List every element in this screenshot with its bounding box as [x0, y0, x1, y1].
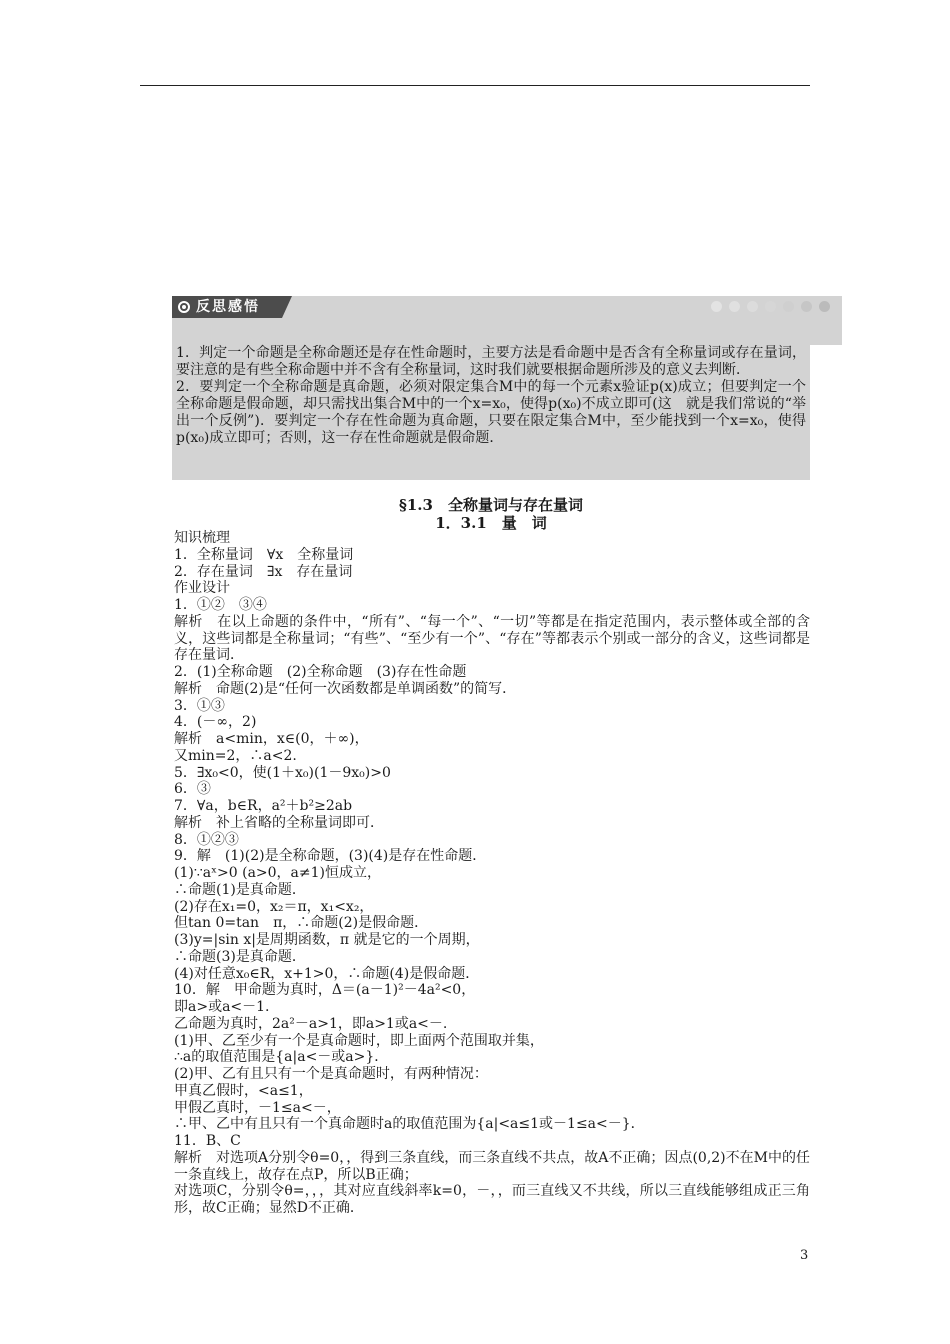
section-subtitle: 1．3.1 量 词 — [435, 514, 547, 532]
reflect-tab-tail — [282, 296, 292, 318]
content-line: 5．∃x₀<0，使(1＋x₀)(1－9x₀)>0 — [174, 764, 391, 781]
dot-icon — [819, 301, 830, 312]
content-line: 又min=2，∴a<2. — [174, 747, 297, 764]
dot-icon — [747, 301, 758, 312]
content-line: 8．①②③ — [174, 831, 239, 848]
content-line: 乙命题为真时，2a²－a>1，即a>1或a<－. — [174, 1015, 448, 1032]
reflect-paragraph: 1．判定一个命题是全称命题还是存在性命题时，主要方法是看命题中是否含有全称量词或存在量词，要注意的是有些全称命题中并不含有全称量词，这时我们就要根据命题所涉及的意义去判断． — [176, 345, 806, 378]
content-line: 10．解 甲命题为真时，Δ＝(a－1)²－4a²<0， — [174, 982, 476, 999]
content-line: (2)甲、乙有且只有一个是真命题时，有两种情况： — [174, 1066, 488, 1082]
dot-icon — [765, 301, 776, 312]
content-line: 解析 对选项A分别令θ=0，，得到三条直线，而三条直线不共点，故A不正确；因点(0,2)不在M中的任一条直线上，故存在点P，所以B正确； — [174, 1149, 810, 1183]
content-line: ∴a的取值范围是{a|a<－或a>}． — [174, 1049, 389, 1066]
content-line: 解析 命题(2)是“任何一次函数都是单调函数”的简写． — [174, 680, 517, 697]
content-line: (4)对任意x₀∈R，x+1>0，∴命题(4)是假命题． — [174, 965, 480, 982]
reflect-strip — [172, 318, 842, 345]
decorative-dots — [711, 301, 830, 312]
content-line: ∴命题(1)是真命题． — [174, 881, 306, 898]
content-line: 1．全称量词 ∀x 全称量词 — [174, 546, 354, 563]
content-line: 对选项C，分别令θ=，，，其对应直线斜率k=0，－，，而三直线又不共线，所以三直线能够组成正三角形，故C正确；显然D不正确． — [174, 1183, 810, 1216]
content-line: 2．(1)全称命题 (2)全称命题 (3)存在性命题 — [174, 664, 467, 680]
content-line: 解析 在以上命题的条件中，“所有”、“每一个”、“一切”等都是在指定范围内，表示整体或全部的含义，这些词都是全称量词；“有些”、“至少有一个”、“存在”等都表示个别或一部分的含义，这些词都是存在量词． — [174, 613, 810, 664]
section-title: §1.3 全称量词与存在量词 — [399, 496, 583, 514]
content-line: (3)y=|sin x|是周期函数，π 就是它的一个周期， — [174, 932, 480, 948]
content-line: 7．∀a，b∈R，a²＋b²≥2ab — [174, 798, 353, 814]
content-line: 1．①② ③④ — [174, 597, 267, 613]
reflect-title: 反思感悟 — [196, 299, 260, 315]
content-line: 2．存在量词 ∃x 存在量词 — [174, 563, 353, 580]
circle-bullet-icon — [178, 301, 190, 313]
content-line: ∴甲、乙中有且只有一个真命题时a的取值范围为{a|<a≤1或－1≤a<－}． — [174, 1116, 645, 1133]
dot-icon — [801, 301, 812, 312]
page-number: 3 — [800, 1248, 809, 1263]
content-line: (2)存在x₁=0，x₂＝π，x₁<x₂， — [174, 898, 374, 915]
reflect-tag — [172, 296, 282, 318]
content-line: 3．①③ — [174, 697, 225, 714]
content-line: ∴命题(3)是真命题． — [174, 948, 306, 965]
content-line: 6．③ — [174, 781, 211, 798]
content-line: 甲真乙假时，<a≤1， — [174, 1082, 313, 1099]
reflect-paragraph: 2．要判定一个全称命题是真命题，必须对限定集合M中的每一个元素x验证p(x)成立；但要判定一个全称命题是假命题，却只需找出集合M中的一个x=x₀，使得p(x₀)不成立即可(这 就是我们常说的“举出一个反例”)．要判定一个存在性命题为真命题，只要在限定集合M中，至少能找到一个x=x₀，使得p(x₀)成立即可；否则，这一存在性命题就是假命题． — [176, 379, 806, 446]
reflect-banner — [172, 296, 842, 318]
content-line: 4．(－∞，2) — [174, 714, 257, 731]
content-line: (1)甲、乙至少有一个是真命题时，即上面两个范围取并集， — [174, 1032, 544, 1049]
content-line: 11．B、C — [174, 1133, 241, 1149]
content-line: 解析 补上省略的全称量词即可． — [174, 814, 384, 831]
content-line: 知识梳理 — [174, 530, 230, 546]
content-line: 甲假乙真时，－1≤a<－， — [174, 1099, 341, 1116]
content-line: 即a>或a<－1. — [174, 999, 270, 1015]
content-line: 9．解 (1)(2)是全称命题，(3)(4)是存在性命题． — [174, 848, 487, 865]
header-rule — [140, 85, 810, 86]
section-titles — [172, 496, 810, 532]
content-line: 但tan 0=tan π，∴命题(2)是假命题． — [174, 915, 429, 932]
reflect-body — [172, 345, 810, 480]
content-line: (1)∵aˣ>0 (a>0，a≠1)恒成立， — [174, 865, 381, 881]
dot-icon — [729, 301, 740, 312]
dot-icon — [711, 301, 722, 312]
content-line: 作业设计 — [174, 580, 230, 597]
answer-content — [174, 530, 810, 1217]
dot-icon — [783, 301, 794, 312]
content-line: 解析 a<min，x∈(0，＋∞)， — [174, 731, 369, 747]
